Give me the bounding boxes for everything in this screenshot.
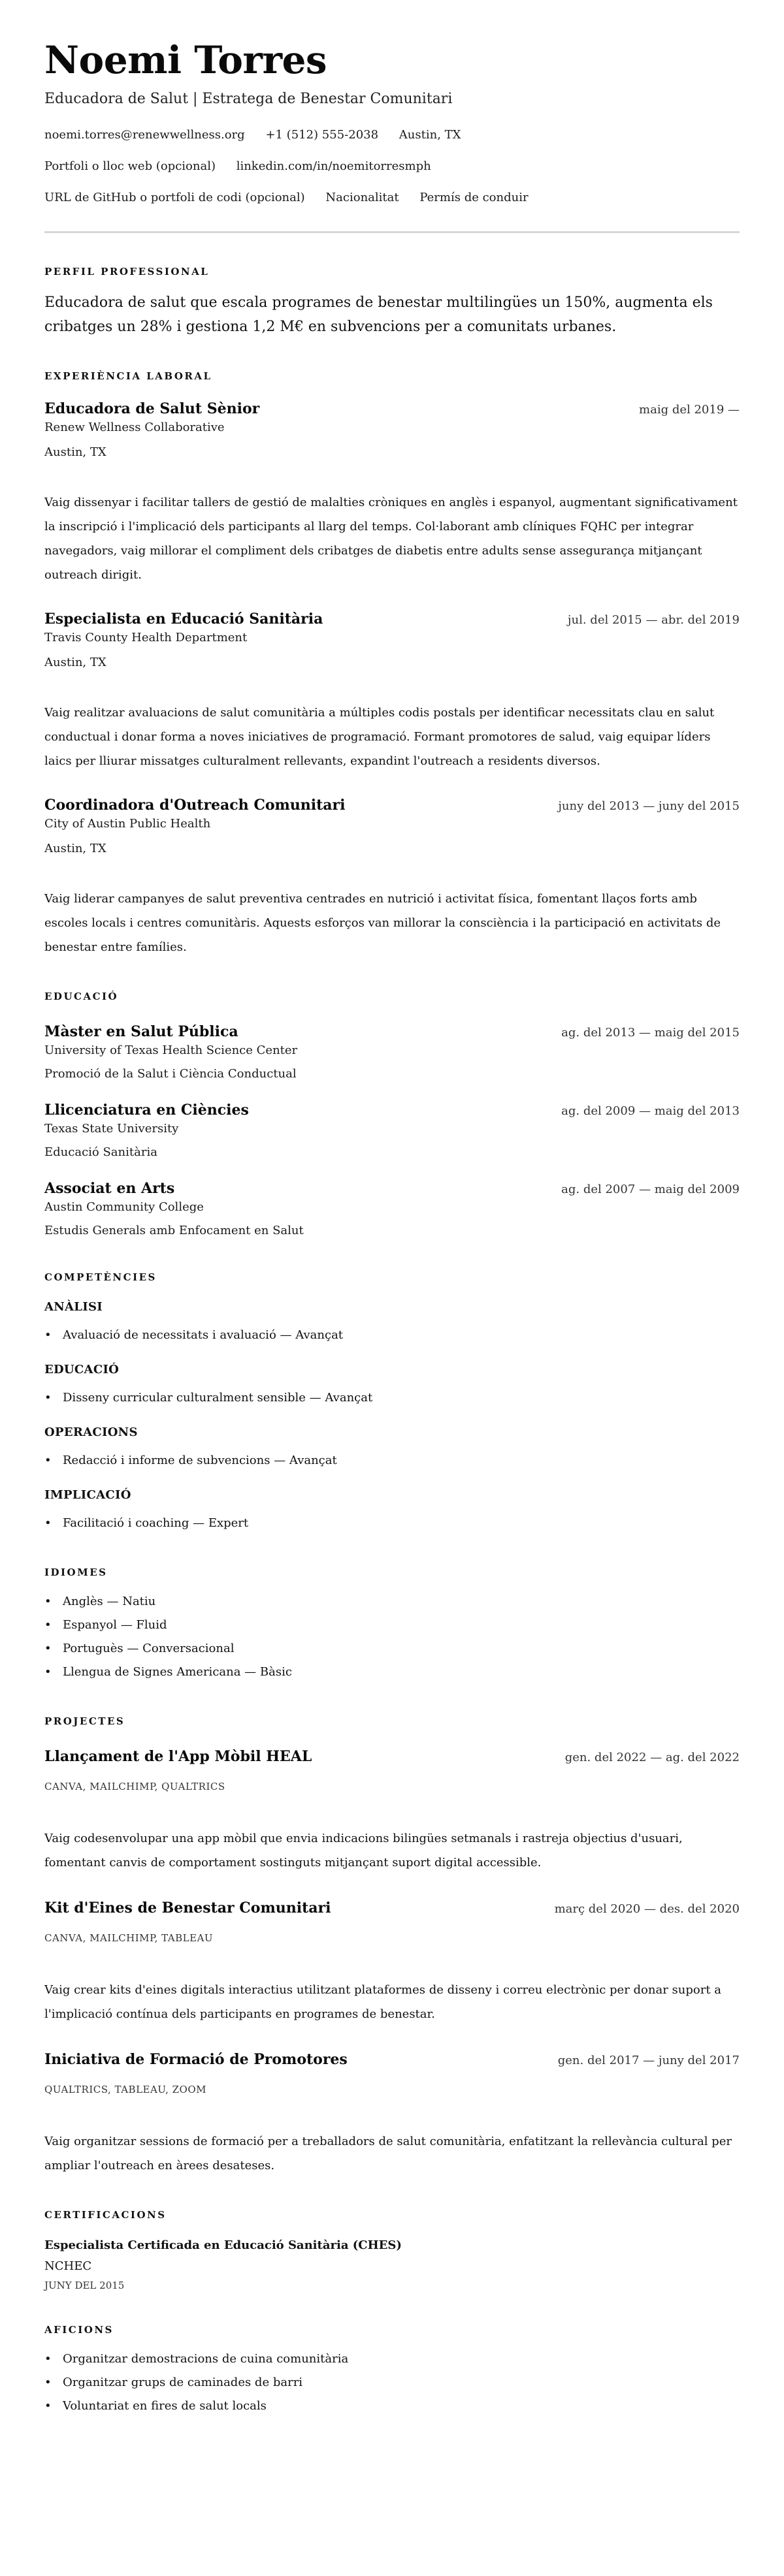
job-company: City of Austin Public Health <box>44 817 211 831</box>
skill-list <box>44 1386 740 1410</box>
project-name: Llançament de l'App Mòbil HEAL <box>44 1748 312 1765</box>
hobby-item: • Organitzar demostracions de cuina comunitària <box>44 2347 740 2371</box>
section-title-skills: COMPETÈNCIES <box>44 1271 157 1283</box>
job-company: Renew Wellness Collaborative <box>44 421 225 434</box>
degree-field: Educació Sanitària <box>44 1145 157 1159</box>
project-description: Vaig crear kits d'eines digitals interactius utilitzant plataformes de disseny i correu electrònic per donar suport a l'implicació contínua dels participants en programes de benestar. <box>44 1983 722 2021</box>
degree-field: Estudis Generals amb Enfocament en Salut <box>44 1224 304 1237</box>
project-entry <box>44 1747 740 1875</box>
candidate-headline: Educadora de Salut | Estratega de Benestar Comunitari <box>44 91 453 107</box>
school-name: University of Texas Health Science Center <box>44 1043 298 1057</box>
project-dates: març del 2020 — des. del 2020 <box>554 1902 740 1916</box>
experience-entry <box>44 795 740 959</box>
skill-list <box>44 1512 740 1535</box>
job-dates: jul. del 2015 — abr. del 2019 <box>567 613 740 627</box>
education-entry <box>44 1022 740 1083</box>
section-education <box>44 991 740 1240</box>
contact-email[interactable]: noemi.torres@renewwellness.org <box>44 128 245 142</box>
section-title-education: EDUCACIÓ <box>44 991 119 1002</box>
skill-item: • Redacció i informe de subvencions — Avançat <box>44 1449 740 1472</box>
language-item: • Portuguès — Conversacional <box>44 1637 740 1661</box>
header-divider <box>44 231 740 233</box>
section-certifications <box>44 2209 740 2293</box>
project-tech: CANVA, MAILCHIMP, QUALTRICS <box>44 1781 225 1792</box>
resume-header <box>44 37 740 233</box>
job-location: Austin, TX <box>44 656 106 669</box>
section-projects <box>44 1715 740 2178</box>
project-dates: gen. del 2017 — juny del 2017 <box>557 2054 740 2067</box>
language-item: • Anglès — Natiu <box>44 1590 740 1614</box>
skill-list <box>44 1324 740 1347</box>
certification-entry <box>44 2236 740 2293</box>
project-description: Vaig organitzar sessions de formació per a treballadors de salut comunitària, enfatitzant la rellevància cultural per ampliar l'outreach en àrees desateses. <box>44 2135 732 2172</box>
hobby-item: • Organitzar grups de caminades de barri <box>44 2371 740 2394</box>
section-title-languages: IDIOMES <box>44 1566 108 1578</box>
language-list <box>44 1590 740 1684</box>
job-description: Vaig liderar campanyes de salut preventiva centrades en nutrició i activitat física, fomentant llaços forts amb escoles locals i centres comunitàris. Aquests esforços van millorar la consciència i la participació en activitats de benestar entre famílies. <box>44 892 721 954</box>
certification-issuer: NCHEC <box>44 2259 92 2273</box>
education-entry <box>44 1100 740 1162</box>
school-name: Austin Community College <box>44 1200 204 1214</box>
section-title-experience: EXPERIÈNCIA LABORAL <box>44 370 212 382</box>
job-title: Coordinadora d'Outreach Comunitari <box>44 797 346 814</box>
language-item: • Llengua de Signes Americana — Bàsic <box>44 1661 740 1684</box>
hobby-item: • Voluntariat en fires de salut locals <box>44 2394 740 2418</box>
degree-title: Llicenciatura en Ciències <box>44 1102 249 1119</box>
section-title-hobbies: AFICIONS <box>44 2324 114 2336</box>
job-location: Austin, TX <box>44 445 106 459</box>
job-dates: juny del 2013 — juny del 2015 <box>558 799 740 813</box>
project-dates: gen. del 2022 — ag. del 2022 <box>564 1751 740 1764</box>
degree-dates: ag. del 2013 — maig del 2015 <box>561 1026 740 1040</box>
contact-github[interactable]: URL de GitHub o portfoli de codi (opcional) <box>44 191 305 204</box>
language-item: • Espanyol — Fluid <box>44 1614 740 1637</box>
skill-item: • Facilitació i coaching — Expert <box>44 1512 740 1535</box>
section-summary <box>44 266 740 339</box>
skill-item: • Disseny curricular culturalment sensible — Avançat <box>44 1386 740 1410</box>
contact-row-2 <box>44 158 740 175</box>
contact-linkedin[interactable]: linkedin.com/in/noemitorresmph <box>236 159 431 173</box>
contact-phone[interactable]: +1 (512) 555-2038 <box>265 128 379 142</box>
degree-field: Promoció de la Salut i Ciència Conductual <box>44 1067 297 1081</box>
summary-text: Educadora de salut que escala programes de benestar multilingües un 150%, augmenta els cribatges un 28% i gestiona 1,2 M€ en subvencions per a comunitats urbanes. <box>44 294 713 335</box>
section-hobbies <box>44 2324 740 2418</box>
candidate-name: Noemi Torres <box>44 38 327 82</box>
project-entry <box>44 2050 740 2178</box>
skill-category: OPERACIONS <box>44 1425 138 1439</box>
skill-category: EDUCACIÓ <box>44 1363 120 1376</box>
contact-location: Austin, TX <box>399 128 461 142</box>
job-title: Especialista en Educació Sanitària <box>44 611 323 628</box>
skill-category: IMPLICACIÓ <box>44 1488 131 1502</box>
degree-dates: ag. del 2007 — maig del 2009 <box>561 1183 740 1196</box>
skill-list <box>44 1449 740 1472</box>
experience-entry <box>44 399 740 587</box>
degree-title: Màster en Salut Pública <box>44 1023 238 1040</box>
contact-nationality: Nacionalitat <box>325 191 399 204</box>
contact-row-1 <box>44 127 740 144</box>
job-company: Travis County Health Department <box>44 631 248 644</box>
section-title-summary: PERFIL PROFESSIONAL <box>44 266 210 278</box>
contact-row-3 <box>44 189 740 206</box>
project-description: Vaig codesenvolupar una app mòbil que envia indicacions bilingües setmanals i rastreja objectius d'usuari, fomentant canvis de comportament sostinguts mitjançant suport digital accessible. <box>44 1832 683 1869</box>
section-title-certifications: CERTIFICACIONS <box>44 2209 167 2221</box>
job-location: Austin, TX <box>44 842 106 855</box>
contact-driving-license: Permís de conduir <box>419 191 529 204</box>
project-name: Iniciativa de Formació de Promotores <box>44 2051 348 2068</box>
degree-title: Associat en Arts <box>44 1180 175 1197</box>
certification-name: Especialista Certificada en Educació Sanitària (CHES) <box>44 2238 402 2252</box>
section-title-projects: PROJECTES <box>44 1715 125 1727</box>
job-description: Vaig realitzar avaluacions de salut comunitària a múltiples codis postals per identificar necessitats clau en salut conductual i donar forma a noves iniciatives de programació. Formant promotores de salud, vaig equipar líders laics per lliurar missatges culturalment rellevants, expandint l'outreach a residents diversos. <box>44 706 715 768</box>
job-description: Vaig dissenyar i facilitar tallers de gestió de malalties cròniques en anglès i espanyol, augmentant significativament la inscripció i l'implicació dels participants al llarg del temps. Col·laborant amb clíniques FQHC per integrar navegadors, vaig millorar el compliment dels cribatges de diabetis entre adults sense assegurança mitjançant outreach dirigit. <box>44 496 738 582</box>
project-tech: CANVA, MAILCHIMP, TABLEAU <box>44 1932 214 1944</box>
experience-entry <box>44 609 740 773</box>
certification-date: JUNY DEL 2015 <box>44 2280 125 2291</box>
project-tech: QUALTRICS, TABLEAU, ZOOM <box>44 2084 206 2095</box>
job-title: Educadora de Salut Sènior <box>44 400 260 417</box>
job-dates: maig del 2019 — <box>639 403 740 417</box>
education-entry <box>44 1179 740 1240</box>
school-name: Texas State University <box>44 1122 179 1136</box>
skill-item: • Avaluació de necessitats i avaluació — Avançat <box>44 1324 740 1347</box>
project-name: Kit d'Eines de Benestar Comunitari <box>44 1900 331 1916</box>
contact-portfolio[interactable]: Portfoli o lloc web (opcional) <box>44 159 216 173</box>
section-skills <box>44 1271 740 1535</box>
hobby-list <box>44 2347 740 2418</box>
section-experience <box>44 370 740 959</box>
skill-category: ANÀLISI <box>44 1300 103 1314</box>
degree-dates: ag. del 2009 — maig del 2013 <box>561 1104 740 1118</box>
section-languages <box>44 1566 740 1684</box>
project-entry <box>44 1898 740 2026</box>
